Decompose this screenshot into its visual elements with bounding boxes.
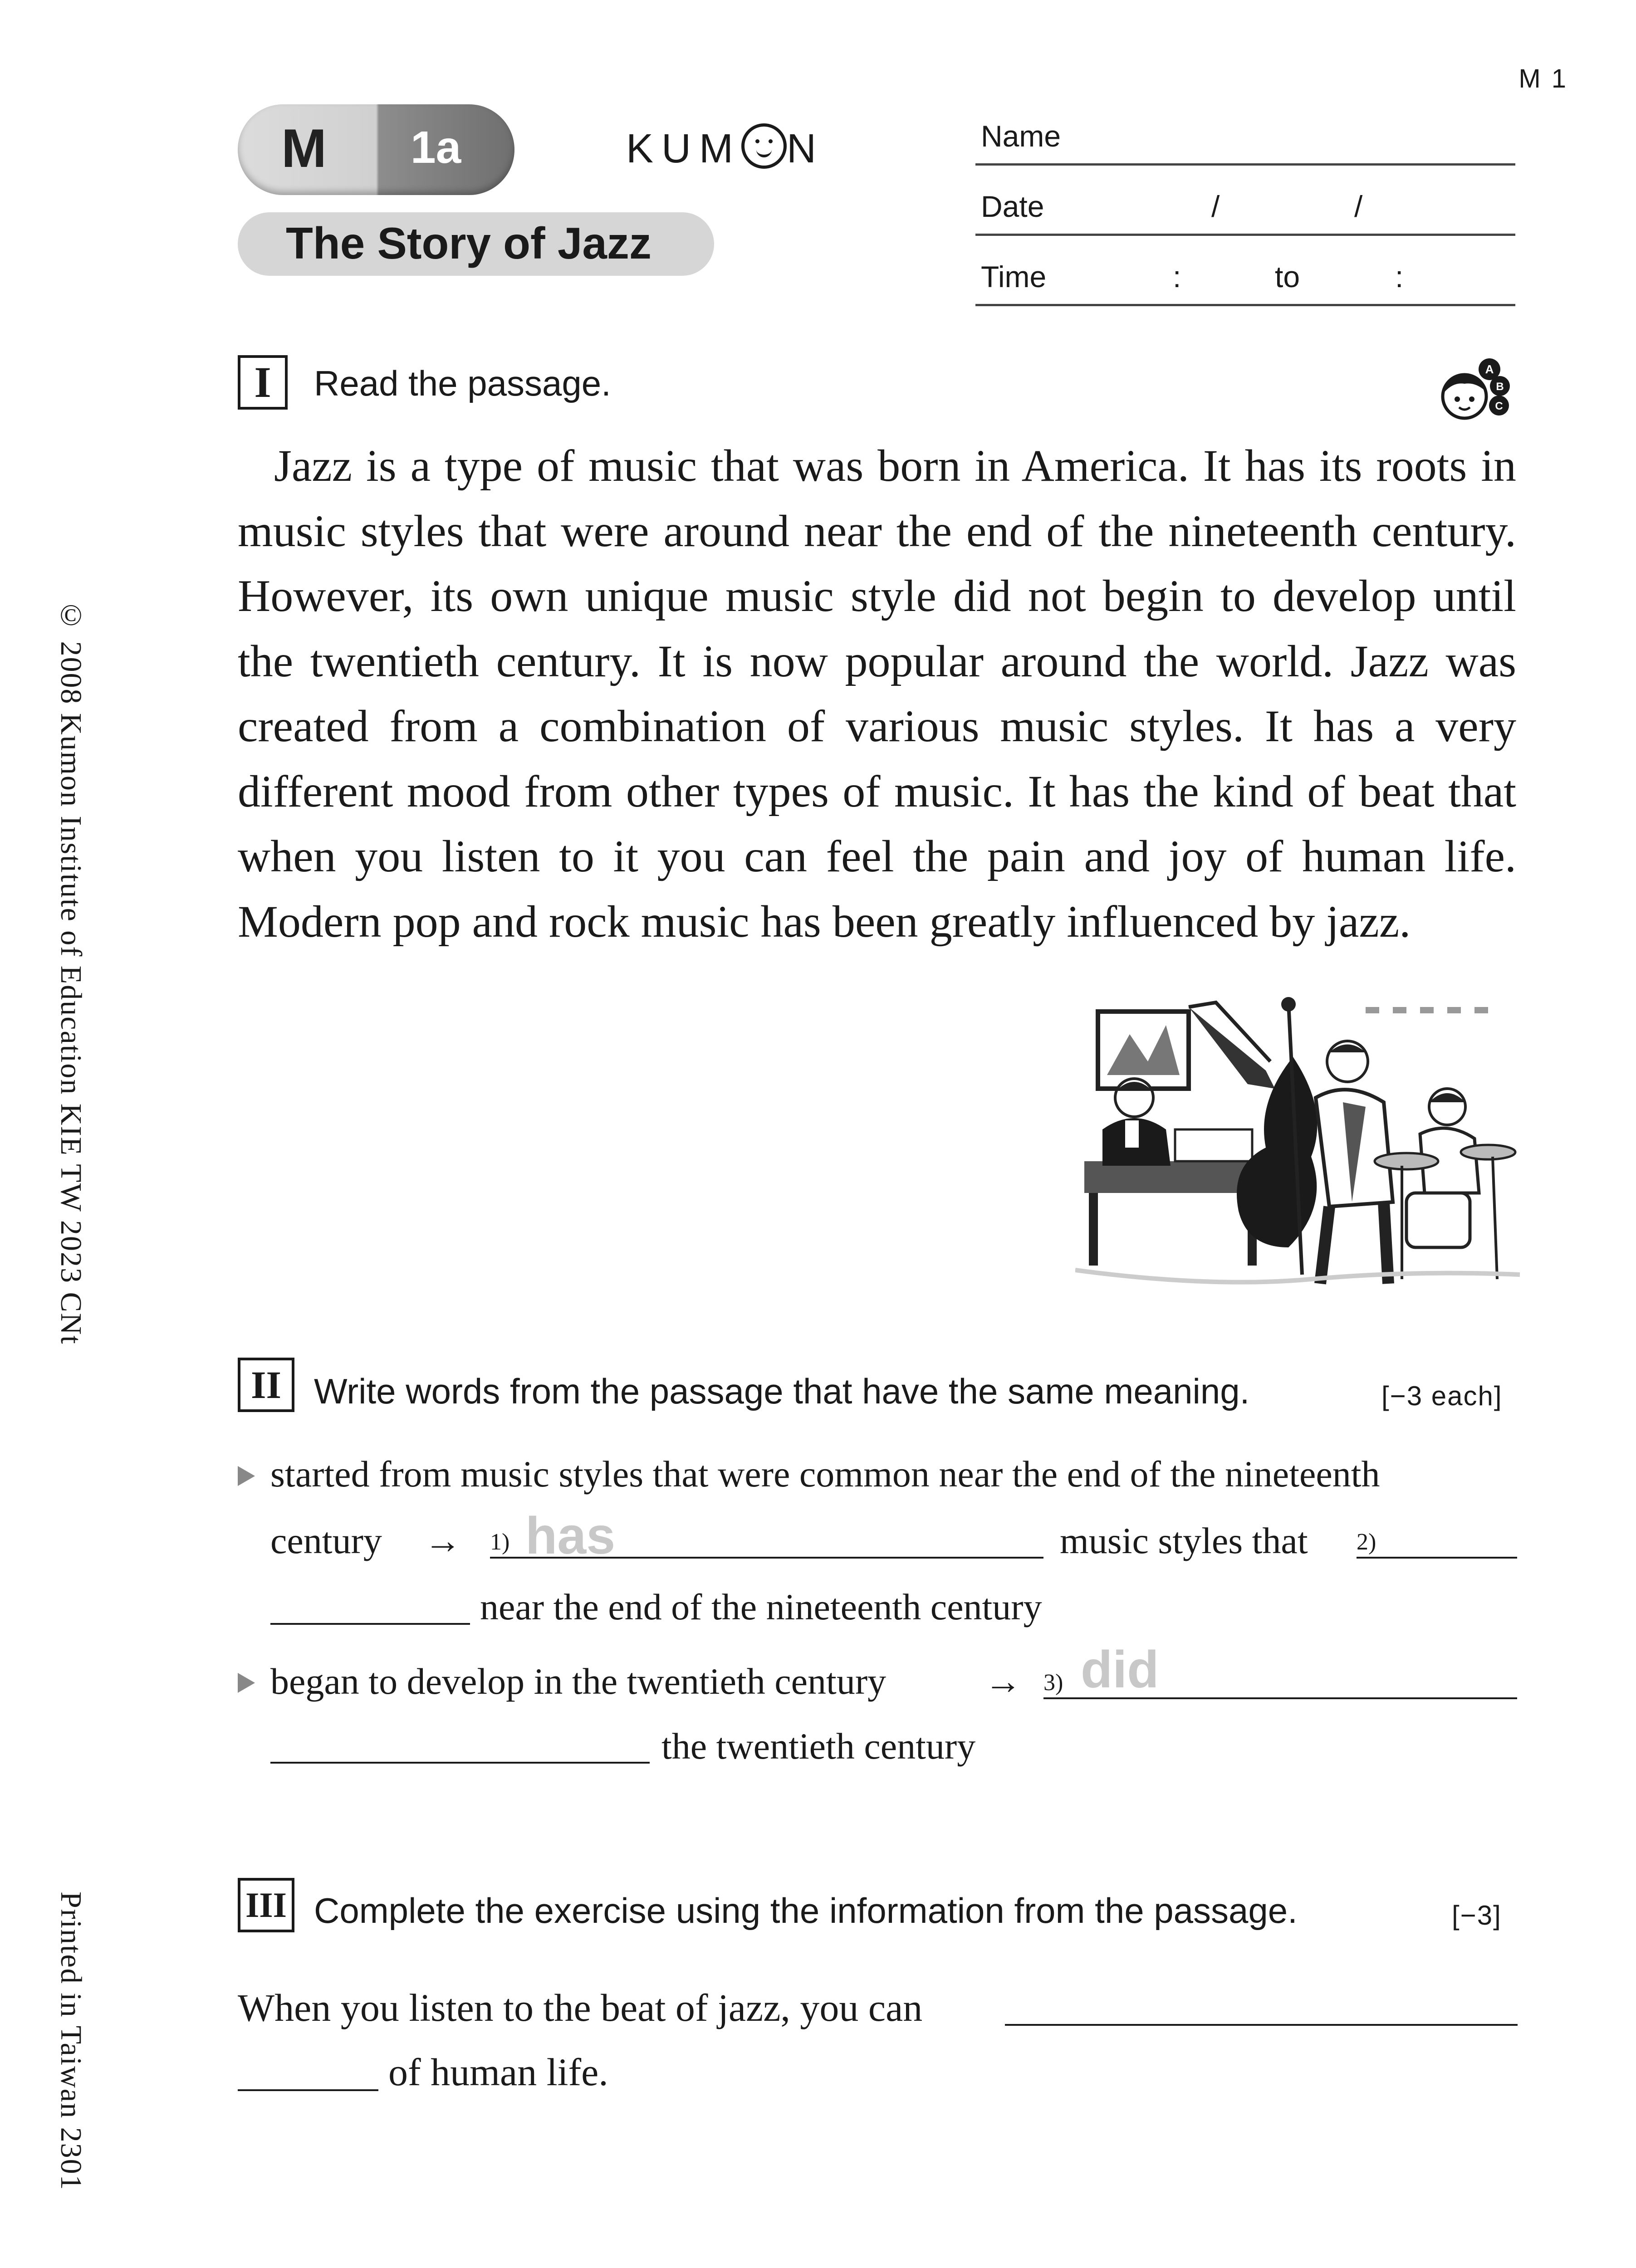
blank-2-number: 2)	[1357, 1529, 1376, 1555]
section-1-instruction: Read the passage.	[314, 363, 611, 403]
blank-2-input-continued[interactable]	[270, 1623, 470, 1625]
page-id: M 1	[1518, 64, 1568, 93]
section-2-score: [−3 each]	[1381, 1381, 1503, 1411]
level-badge	[238, 104, 514, 195]
name-label: Name	[981, 119, 1061, 153]
blank-1-number: 1)	[490, 1529, 510, 1555]
q1-century-label: century	[270, 1520, 382, 1561]
blank-3-hint: did	[1081, 1641, 1159, 1699]
exercise-answer-input[interactable]	[1005, 2024, 1518, 2026]
q1-prompt: started from music styles that were common near the end of the nineteenth	[270, 1453, 1380, 1495]
date-separator: /	[1211, 190, 1220, 223]
blank-3-input-continued[interactable]	[270, 1762, 650, 1764]
section-3-score: [−3]	[1452, 1900, 1502, 1931]
printed-notice: Printed in Taiwan 2301	[54, 1892, 88, 2191]
time-field[interactable]	[975, 240, 1515, 306]
section-2-instruction: Write words from the passage that have the same meaning.	[314, 1371, 1250, 1411]
q2-prompt: began to develop in the twentieth century	[270, 1661, 887, 1702]
exercise-answer-input-continued[interactable]	[238, 2089, 378, 2091]
kumon-logo: KUM N	[626, 123, 824, 172]
blank-2-input[interactable]	[1357, 1557, 1517, 1559]
icon-letter-c: C	[1495, 400, 1503, 412]
arrow-icon: →	[985, 1661, 1022, 1702]
time-colon: :	[1173, 260, 1181, 293]
blank-3-input[interactable]	[1043, 1697, 1517, 1699]
q1-middle-text: music styles that	[1060, 1520, 1308, 1561]
blank-3-number: 3)	[1043, 1670, 1063, 1696]
date-label: Date	[981, 190, 1044, 223]
icon-letter-b: B	[1496, 381, 1504, 393]
blank-1-input[interactable]	[490, 1557, 1043, 1559]
blank-1-hint: has	[525, 1507, 616, 1565]
copyright-notice: © 2008 Kumon Institute of Education KIE TW 2023 CNt	[54, 599, 88, 1345]
level-sublevel: 1a	[411, 122, 461, 173]
level-letter: M	[281, 118, 327, 179]
kumon-face-icon	[741, 123, 787, 169]
icon-letter-a: A	[1485, 362, 1494, 376]
reading-passage: Jazz is a type of music that was born in America. It has its roots in music styles that were around near the end of the nineteenth century. However, its own unique music style did not begin to develop until the twentieth century. It is now popular around the world. Jazz was created from a combination of various music styles. It has a very different mood from other types of music. It has the kind of beat that when you listen to it you can feel the pain and joy of human life. Modern pop and rock music has been greatly influenced by jazz.	[238, 440, 1516, 947]
section-3-marker: III	[238, 1878, 294, 1932]
time-label: Time	[981, 260, 1047, 293]
section-1-marker: I	[238, 355, 288, 410]
time-to-label: to	[1275, 260, 1300, 293]
exercise-sentence-end: of human life.	[388, 2050, 608, 2094]
section-3-instruction: Complete the exercise using the information from the passage.	[314, 1891, 1298, 1931]
q1-end-text: near the end of the nineteenth century	[480, 1586, 1042, 1628]
time-colon: :	[1395, 260, 1404, 293]
reading-abc-icon	[1437, 352, 1519, 425]
name-field[interactable]	[975, 100, 1515, 166]
bullet-triangle-icon	[238, 1466, 255, 1486]
jazz-band-illustration	[1075, 993, 1520, 1293]
date-separator: /	[1354, 190, 1363, 223]
section-2-marker: II	[238, 1358, 294, 1412]
exercise-sentence-start: When you listen to the beat of jazz, you can	[238, 1986, 923, 2029]
q2-end-text: the twentieth century	[661, 1725, 976, 1767]
arrow-icon: →	[424, 1520, 461, 1561]
worksheet-title: The Story of Jazz	[286, 218, 651, 268]
date-field[interactable]	[975, 170, 1515, 236]
bullet-triangle-icon	[238, 1673, 255, 1693]
